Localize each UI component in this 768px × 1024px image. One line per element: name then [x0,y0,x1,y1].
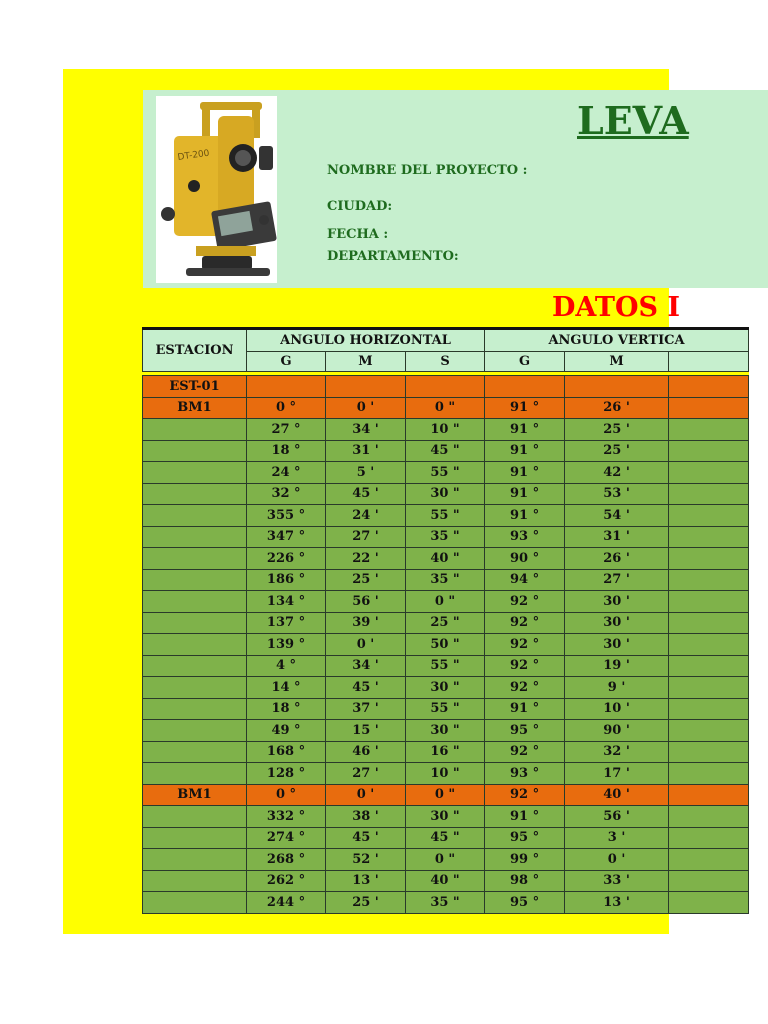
section-subtitle: DATOS I [552,292,681,323]
angle-cell[interactable]: 139 ° [247,634,326,656]
angle-cell[interactable]: 40 " [406,548,485,570]
angle-cell[interactable]: 55 " [406,655,485,677]
department-label: DEPARTAMENTO: [327,249,459,264]
angle-cell[interactable]: 40 ' [565,784,669,806]
angles-table-body [143,372,749,914]
angle-cell[interactable]: 91 ° [485,462,565,484]
date-label: FECHA : [327,227,389,242]
angle-cell[interactable]: 0 ' [326,397,406,419]
angle-cell[interactable]: 33 ' [565,870,669,892]
angle-cell[interactable]: 347 ° [247,526,326,548]
station-cell[interactable] [143,677,247,699]
angle-cell[interactable]: 92 ° [485,677,565,699]
model-label: DT-200 [177,148,211,163]
station-cell[interactable] [143,440,247,462]
angle-cell[interactable]: 27 ' [326,763,406,785]
city-label: CIUDAD: [327,199,393,214]
table-row [143,741,749,763]
angle-cell[interactable]: 22 ' [326,548,406,570]
angle-cell[interactable]: 45 " [406,440,485,462]
angle-cell[interactable]: 30 ' [565,591,669,613]
table-row [143,870,749,892]
total-station-image [156,96,277,283]
station-cell[interactable] [143,505,247,527]
angle-cell[interactable]: 0 ° [247,397,326,419]
angle-cell[interactable]: 13 ' [326,870,406,892]
angle-cell[interactable]: 0 " [406,849,485,871]
angle-cell[interactable] [669,397,749,419]
table-row [143,548,749,570]
angle-cell[interactable]: 262 ° [247,870,326,892]
page-title: LEVA [577,98,689,143]
angle-cell[interactable]: 26 ' [565,548,669,570]
angle-cell[interactable]: 268 ° [247,849,326,871]
angle-cell[interactable]: 0 " [406,784,485,806]
angle-cell[interactable]: 0 ° [247,784,326,806]
angle-cell[interactable]: 35 " [406,892,485,914]
angle-cell[interactable] [565,376,669,398]
angle-cell[interactable]: 25 ' [565,440,669,462]
angle-cell[interactable]: 98 ° [485,870,565,892]
angle-cell[interactable] [669,720,749,742]
table-row [143,827,749,849]
angle-cell[interactable]: 5 ' [326,462,406,484]
angle-cell[interactable]: 19 ' [565,655,669,677]
table-row [143,720,749,742]
angle-cell[interactable]: 91 ° [485,397,565,419]
sub-header-v-g: G [485,352,565,372]
angle-cell[interactable]: 92 ° [485,612,565,634]
angle-cell[interactable]: 94 ° [485,569,565,591]
angle-cell[interactable] [669,655,749,677]
angle-cell[interactable]: 25 ' [565,419,669,441]
table-row [143,634,749,656]
angle-cell[interactable]: 27 ' [326,526,406,548]
angle-cell[interactable] [669,612,749,634]
table-row [143,892,749,914]
station-cell[interactable] [143,720,247,742]
station-cell[interactable] [143,892,247,914]
angle-cell[interactable]: 42 ' [565,462,669,484]
angle-cell[interactable]: 0 ' [326,784,406,806]
angle-cell[interactable] [669,462,749,484]
angle-cell[interactable]: 15 ' [326,720,406,742]
angle-cell[interactable]: 24 ° [247,462,326,484]
angle-cell[interactable]: 10 " [406,419,485,441]
angle-cell[interactable]: 38 ' [326,806,406,828]
angle-cell[interactable]: 24 ' [326,505,406,527]
angle-cell[interactable]: 27 ' [565,569,669,591]
angle-cell[interactable] [669,483,749,505]
angle-cell[interactable] [669,634,749,656]
angle-cell[interactable]: 91 ° [485,505,565,527]
angle-cell[interactable] [669,548,749,570]
station-cell[interactable]: BM1 [143,784,247,806]
angle-cell[interactable] [669,505,749,527]
angles-table [142,327,749,914]
station-cell[interactable] [143,548,247,570]
angle-cell[interactable]: 90 ° [485,548,565,570]
angle-cell[interactable]: 91 ° [485,419,565,441]
angle-cell[interactable]: 18 ° [247,698,326,720]
angle-cell[interactable]: 3 ' [565,827,669,849]
vertical-angle-header: ANGULO VERTICA [485,329,749,352]
angle-cell[interactable]: 34 ' [326,419,406,441]
table-row [143,419,749,441]
angle-cell[interactable]: 30 " [406,677,485,699]
station-cell[interactable] [143,655,247,677]
angle-cell[interactable]: 134 ° [247,591,326,613]
angle-cell[interactable]: 54 ' [565,505,669,527]
station-cell[interactable] [143,741,247,763]
total-station-icon [156,96,277,283]
angle-cell[interactable]: 10 " [406,763,485,785]
angle-cell[interactable]: 45 ' [326,677,406,699]
angle-cell[interactable]: 91 ° [485,806,565,828]
angle-cell[interactable]: 93 ° [485,763,565,785]
angle-cell[interactable]: 56 ' [565,806,669,828]
station-cell[interactable]: BM1 [143,397,247,419]
sub-header-h-s: S [406,352,485,372]
angle-cell[interactable]: 128 ° [247,763,326,785]
angle-cell[interactable]: 35 " [406,526,485,548]
table-row [143,698,749,720]
angle-cell[interactable]: 45 " [406,827,485,849]
angle-cell[interactable]: 99 ° [485,849,565,871]
angle-cell[interactable]: 332 ° [247,806,326,828]
angle-cell[interactable]: 25 " [406,612,485,634]
angle-cell[interactable]: 30 " [406,806,485,828]
angle-cell[interactable]: 31 ' [565,526,669,548]
angle-cell[interactable]: 0 " [406,591,485,613]
angle-cell[interactable]: 91 ° [485,483,565,505]
angle-cell[interactable]: 355 ° [247,505,326,527]
sub-header-h-m: M [326,352,406,372]
table-row [143,483,749,505]
angle-cell[interactable]: 40 " [406,870,485,892]
table-row [143,763,749,785]
table-row [143,849,749,871]
angle-cell[interactable]: 30 ' [565,634,669,656]
angle-cell[interactable] [669,677,749,699]
station-cell[interactable] [143,870,247,892]
table-row [143,397,749,419]
angle-cell[interactable]: 92 ° [485,655,565,677]
angle-cell[interactable] [669,892,749,914]
table-row [143,655,749,677]
angle-cell[interactable]: 95 ° [485,827,565,849]
horizontal-angle-header: ANGULO HORIZONTAL [247,329,485,352]
station-cell[interactable] [143,634,247,656]
angle-cell[interactable]: 27 ° [247,419,326,441]
angle-cell[interactable] [669,419,749,441]
angle-cell[interactable]: 25 ' [326,569,406,591]
angle-cell[interactable]: 49 ° [247,720,326,742]
table-row [143,784,749,806]
station-cell[interactable] [143,806,247,828]
angle-cell[interactable]: 52 ' [326,849,406,871]
angle-cell[interactable]: 92 ° [485,591,565,613]
angle-cell[interactable]: 0 " [406,397,485,419]
angle-cell[interactable] [326,376,406,398]
angle-cell[interactable]: 186 ° [247,569,326,591]
station-cell[interactable] [143,419,247,441]
angle-cell[interactable]: 34 ' [326,655,406,677]
angle-cell[interactable]: 55 " [406,505,485,527]
angle-cell[interactable]: 95 ° [485,892,565,914]
angle-cell[interactable]: 92 ° [485,634,565,656]
angle-cell[interactable]: 168 ° [247,741,326,763]
angle-cell[interactable]: 0 ' [326,634,406,656]
angle-cell[interactable]: 0 ' [565,849,669,871]
angle-cell[interactable] [669,591,749,613]
angle-cell[interactable]: 16 " [406,741,485,763]
station-cell[interactable] [143,698,247,720]
angle-cell[interactable]: 93 ° [485,526,565,548]
angle-cell[interactable]: 226 ° [247,548,326,570]
angle-cell[interactable]: 18 ° [247,440,326,462]
angle-cell[interactable]: 37 ' [326,698,406,720]
table-row [143,376,749,398]
station-cell[interactable] [143,763,247,785]
angle-cell[interactable]: 30 ' [565,612,669,634]
angle-cell[interactable] [669,741,749,763]
station-cell[interactable] [143,849,247,871]
station-cell[interactable] [143,526,247,548]
angle-cell[interactable]: 17 ' [565,763,669,785]
angle-cell[interactable]: 4 ° [247,655,326,677]
angle-cell[interactable]: 35 " [406,569,485,591]
angle-cell[interactable]: 137 ° [247,612,326,634]
angle-cell[interactable] [669,376,749,398]
angle-cell[interactable]: 13 ' [565,892,669,914]
angle-cell[interactable]: 31 ' [326,440,406,462]
angles-table-wrap [142,327,685,934]
angle-cell[interactable]: 56 ' [326,591,406,613]
station-cell[interactable] [143,462,247,484]
angle-cell[interactable]: 30 " [406,483,485,505]
station-column-header: ESTACION [143,329,247,372]
table-row [143,569,749,591]
table-row [143,591,749,613]
sub-header-v-s [669,352,749,372]
angle-cell[interactable]: 50 " [406,634,485,656]
table-row [143,462,749,484]
angle-cell[interactable] [669,698,749,720]
angle-cell[interactable] [669,806,749,828]
angle-cell[interactable]: 45 ' [326,483,406,505]
angle-cell[interactable]: 14 ° [247,677,326,699]
angle-cell[interactable]: 26 ' [565,397,669,419]
angle-cell[interactable] [669,526,749,548]
angle-cell[interactable]: 91 ° [485,440,565,462]
angle-cell[interactable]: 53 ' [565,483,669,505]
angle-cell[interactable]: 30 " [406,720,485,742]
angle-cell[interactable]: 25 ' [326,892,406,914]
angle-cell[interactable]: 46 ' [326,741,406,763]
station-cell[interactable] [143,591,247,613]
angle-cell[interactable]: 92 ° [485,784,565,806]
angle-cell[interactable]: 55 " [406,462,485,484]
station-cell[interactable]: EST-01 [143,376,247,398]
station-cell[interactable] [143,612,247,634]
angle-cell[interactable]: 39 ' [326,612,406,634]
angle-cell[interactable]: 10 ' [565,698,669,720]
angle-cell[interactable]: 91 ° [485,698,565,720]
angle-cell[interactable] [669,569,749,591]
table-row [143,677,749,699]
angle-cell[interactable] [669,849,749,871]
sub-header-v-m: M [565,352,669,372]
angle-cell[interactable] [669,763,749,785]
angle-cell[interactable]: 9 ' [565,677,669,699]
angle-cell[interactable]: 55 " [406,698,485,720]
angle-cell[interactable]: 274 ° [247,827,326,849]
angle-cell[interactable] [485,376,565,398]
angle-cell[interactable] [669,827,749,849]
table-row [143,806,749,828]
table-row [143,612,749,634]
angle-cell[interactable]: 32 ° [247,483,326,505]
table-row [143,440,749,462]
table-row [143,505,749,527]
angle-cell[interactable]: 244 ° [247,892,326,914]
angle-cell[interactable]: 32 ' [565,741,669,763]
station-cell[interactable] [143,827,247,849]
angle-cell[interactable] [669,870,749,892]
angle-cell[interactable] [406,376,485,398]
angle-cell[interactable]: 90 ' [565,720,669,742]
angle-cell[interactable]: 45 ' [326,827,406,849]
station-cell[interactable] [143,483,247,505]
sub-header-h-g: G [247,352,326,372]
table-row [143,526,749,548]
angle-cell[interactable]: 95 ° [485,720,565,742]
project-name-label: NOMBRE DEL PROYECTO : [327,163,528,178]
angle-cell[interactable] [669,440,749,462]
angle-cell[interactable] [669,784,749,806]
angle-cell[interactable]: 92 ° [485,741,565,763]
station-cell[interactable] [143,569,247,591]
angle-cell[interactable] [247,376,326,398]
